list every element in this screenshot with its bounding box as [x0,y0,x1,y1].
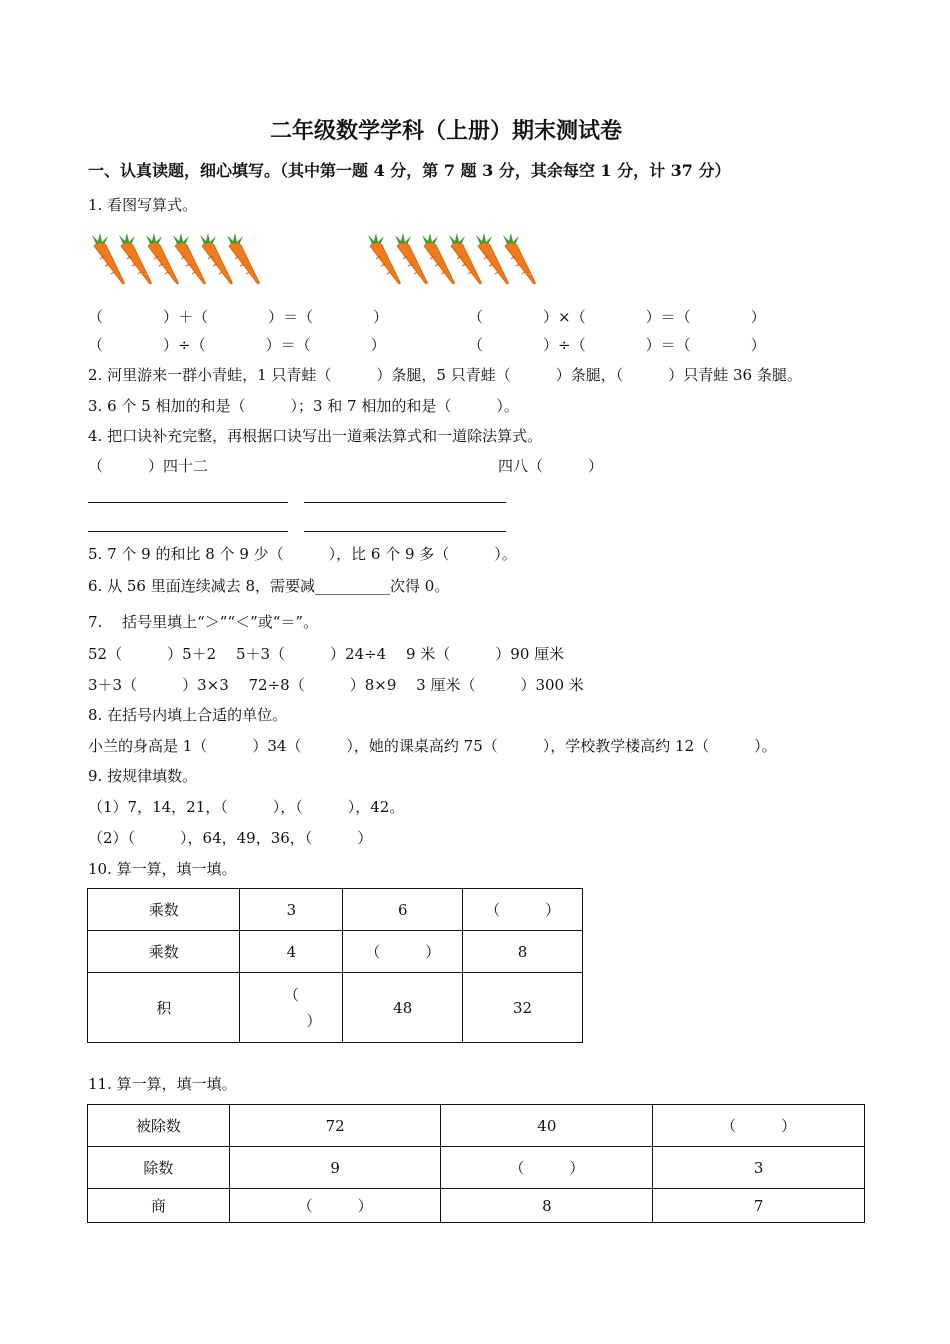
carrot-icon [422,233,454,284]
question-4: 4. 把口诀补充完整，再根据口诀写出一道乘法算式和一道除法算式。 [88,427,543,445]
q7-compare-row-1[interactable]: 52（ ）5＋2 5＋3（ ）24÷4 9 米（ ）90 厘米 [88,645,565,663]
table-cell: 7 [653,1189,865,1223]
question-9: 9. 按规律填数。 [88,767,198,785]
question-10: 10. 算一算，填一填。 [88,860,237,878]
table-cell: 被除数 [88,1105,230,1147]
table-cell: 3 [653,1147,865,1189]
table-cell: 乘数 [88,889,240,931]
question-8: 8. 在括号内填上合适的单位。 [88,706,288,724]
carrot-icon [503,233,535,284]
carrot-group-left [90,232,270,288]
table-cell[interactable]: （ ） [343,931,463,973]
table-cell: 3 [240,889,343,931]
table-cell: 8 [441,1189,653,1223]
carrot-group-right [366,232,546,288]
division-table [87,1104,865,1223]
table-cell: 6 [343,889,463,931]
question-7: 7. 括号里填上“＞”“＜”或“＝”。 [88,613,319,631]
answer-line[interactable] [304,531,506,532]
answer-line[interactable] [304,502,506,503]
table-cell: 商 [88,1189,230,1223]
q9-sequence-1[interactable]: （1）7，14，21，（ ），（ ），42。 [88,798,405,816]
table-cell: 48 [343,973,463,1043]
table-cell: 乘数 [88,931,240,973]
carrot-icon [227,233,259,284]
table-cell: 4 [240,931,343,973]
q4-rhyme-left[interactable]: （ ）四十二 [88,457,209,475]
carrot-icon [476,233,508,284]
table-cell: 72 [229,1105,441,1147]
question-3[interactable]: 3. 6 个 5 相加的和是（ ）；3 和 7 相加的和是（ ）。 [88,397,519,415]
page-title: 二年级数学学科（上册）期末测试卷 [270,118,623,144]
q8-units-row[interactable]: 小兰的身高是 1（ ）34（ ），她的课桌高约 75（ ），学校教学楼高约 12（ ）。 [88,737,777,755]
table-cell: 除数 [88,1147,230,1189]
carrot-icon [146,233,178,284]
question-11: 11. 算一算，填一填。 [88,1075,237,1093]
q1-multiplication-row[interactable]: （ ）×（ ）＝（ ） [468,308,766,326]
q1-division-row-left[interactable]: （ ）÷（ ）＝（ ） [88,336,386,354]
table-cell[interactable]: （ ） [463,889,583,931]
carrot-icon [449,233,481,284]
q1-addition-row[interactable]: （ ）＋（ ）＝（ ） [88,308,389,326]
q1-division-row-right[interactable]: （ ）÷（ ）＝（ ） [468,336,766,354]
q4-rhyme-right[interactable]: 四八（ ） [498,457,604,475]
table-cell: 积 [88,973,240,1043]
table-cell: 40 [441,1105,653,1147]
multiplication-table [87,888,583,1043]
answer-line[interactable] [88,502,288,503]
table-cell[interactable]: （ ） [240,973,343,1043]
question-2[interactable]: 2. 河里游来一群小青蛙，1 只青蛙（ ）条腿，5 只青蛙（ ）条腿，（ ）只青蛙 36 条腿。 [88,366,802,384]
question-5[interactable]: 5. 7 个 9 的和比 8 个 9 少（ ），比 6 个 9 多（ ）。 [88,545,517,563]
q9-sequence-2[interactable]: （2）（ ），64，49，36，（ ） [88,829,373,847]
table-cell: 9 [229,1147,441,1189]
question-1: 1. 看图写算式。 [88,196,198,214]
table-cell: 8 [463,931,583,973]
carrot-icon [119,233,151,284]
carrot-icon [173,233,205,284]
question-6[interactable]: 6. 从 56 里面连续减去 8，需要减__________次得 0。 [88,577,450,595]
carrot-icon [395,233,427,284]
table-cell[interactable]: （ ） [441,1147,653,1189]
answer-line[interactable] [88,531,288,532]
table-cell[interactable]: （ ） [653,1105,865,1147]
carrot-icon [200,233,232,284]
q7-compare-row-2[interactable]: 3＋3（ ）3×3 72÷8（ ）8×9 3 厘米（ ）300 米 [88,676,584,694]
table-cell[interactable]: （ ） [229,1189,441,1223]
carrot-icon [92,233,124,284]
section-one-heading: 一、认真读题，细心填写。（其中第一题 4 分，第 7 题 3 分，其余每空 1 分，计 37 分） [88,161,731,180]
table-cell: 32 [463,973,583,1043]
carrot-icon [368,233,400,284]
